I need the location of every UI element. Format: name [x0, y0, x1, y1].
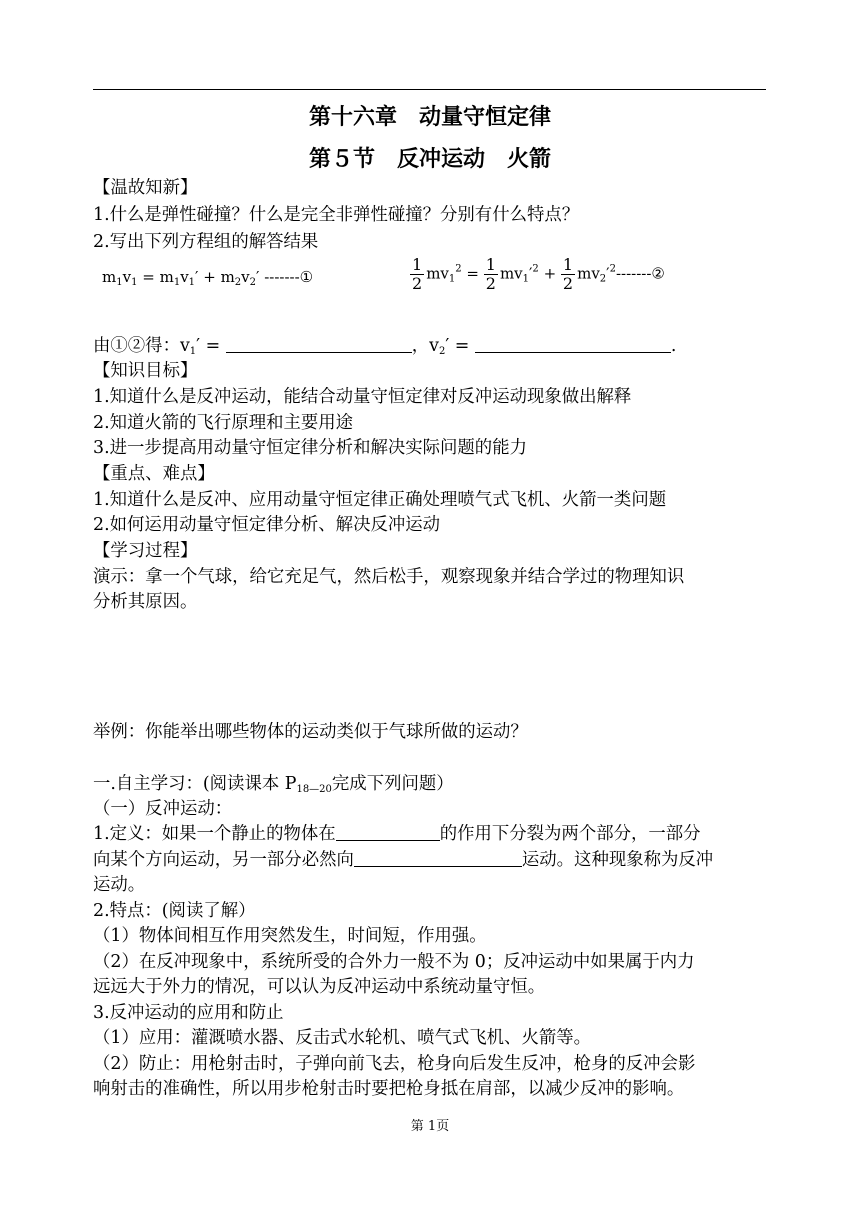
objective-item: 3.进一步提高用动量守恒定律分析和解决实际问题的能力 — [93, 438, 527, 458]
chapter-title: 第十六章 动量守恒定律 — [308, 105, 551, 130]
application-item: （2）防止：用枪射击时，子弹向前飞去，枪身向后发生反冲，枪身的反冲会影 — [93, 1054, 696, 1074]
objectives-heading: 【知识目标】 — [93, 361, 198, 381]
page-number: 第 1页 — [410, 1119, 450, 1134]
feature-item: （2）在反冲现象中，系统所受的合外力一般不为 0；反冲运动中如果属于内力 — [93, 952, 695, 972]
review-question-2: 2.写出下列方程组的解答结果 — [93, 232, 319, 252]
self-study-heading: 一.自主学习：(阅读课本 $P_{18—20}$完成下列问题） — [93, 774, 454, 795]
demo-text: 分析其原因。 — [93, 592, 198, 612]
key-point-item: 2.如何运用动量守恒定律分析、解决反冲运动 — [93, 515, 441, 535]
section-title: 第５节 反冲运动 火箭 — [308, 147, 551, 172]
momentum-equation: $m_1v_1 = m_1v_1' + m_2v_2'$ -------① — [102, 268, 314, 288]
objective-item: 2.知道火箭的飞行原理和主要用途 — [93, 413, 354, 433]
energy-equation: $\frac{1}{2}$ $mv_1^2$ = $\frac{1}{2}$ $mv_1'^2$ + $\frac{1}{2}$ $mv_2'^2-------②$ — [412, 255, 665, 293]
answer-blank-v2[interactable] — [475, 334, 671, 353]
definition-blank-2[interactable] — [354, 848, 522, 867]
process-heading: 【学习过程】 — [93, 541, 198, 561]
definition-text: 运动。 — [93, 875, 146, 895]
features-heading: 2.特点：(阅读了解） — [93, 901, 256, 921]
applications-heading: 3.反冲运动的应用和防止 — [93, 1003, 284, 1023]
definition-text: 向某个方向运动，另一部分必然向 运动。这种现象称为反冲 — [93, 850, 714, 870]
application-item: 响射击的准确性，所以用步枪射击时要把枪身抵在肩部，以减少反冲的影响。 — [93, 1079, 685, 1099]
answer-blank-v1[interactable] — [226, 334, 412, 353]
example-question: 举例：你能举出哪些物体的运动类似于气球所做的运动？ — [93, 722, 528, 742]
key-points-heading: 【重点、难点】 — [93, 464, 215, 484]
key-point-item: 1.知道什么是反冲、应用动量守恒定律正确处理喷气式飞机、火箭一类问题 — [93, 490, 667, 510]
feature-item: 远远大于外力的情况，可以认为反冲运动中系统动量守恒。 — [93, 977, 546, 997]
definition-text: 1.定义：如果一个静止的物体在 的作用下分裂为两个部分，一部分 — [93, 824, 701, 844]
recoil-subheading: （一）反冲运动： — [93, 799, 233, 819]
header-rule — [93, 89, 766, 90]
fraction-half: $\frac{1}{2}$ — [485, 255, 496, 293]
application-item: （1）应用：灌溉喷水器、反击式水轮机、喷气式飞机、火箭等。 — [93, 1028, 592, 1048]
objective-item: 1.知道什么是反冲运动，能结合动量守恒定律对反冲运动现象做出解释 — [93, 387, 632, 407]
definition-blank-1[interactable] — [336, 822, 440, 841]
review-question-1: 1.什么是弹性碰撞？什么是完全非弹性碰撞？分别有什么特点？ — [93, 205, 580, 225]
review-heading: 【温故知新】 — [93, 178, 198, 198]
demo-text: 演示：拿一个气球，给它充足气，然后松手，观察现象并结合学过的物理知识 — [93, 567, 685, 587]
fraction-half: $\frac{1}{2}$ — [562, 255, 574, 293]
feature-item: （1）物体间相互作用突然发生，时间短，作用强。 — [93, 926, 487, 946]
result-line: 由①②得：$v_1'$ = ，$v_2'$ = . — [93, 336, 677, 357]
fraction-half: $\frac{1}{2}$ — [412, 255, 423, 293]
